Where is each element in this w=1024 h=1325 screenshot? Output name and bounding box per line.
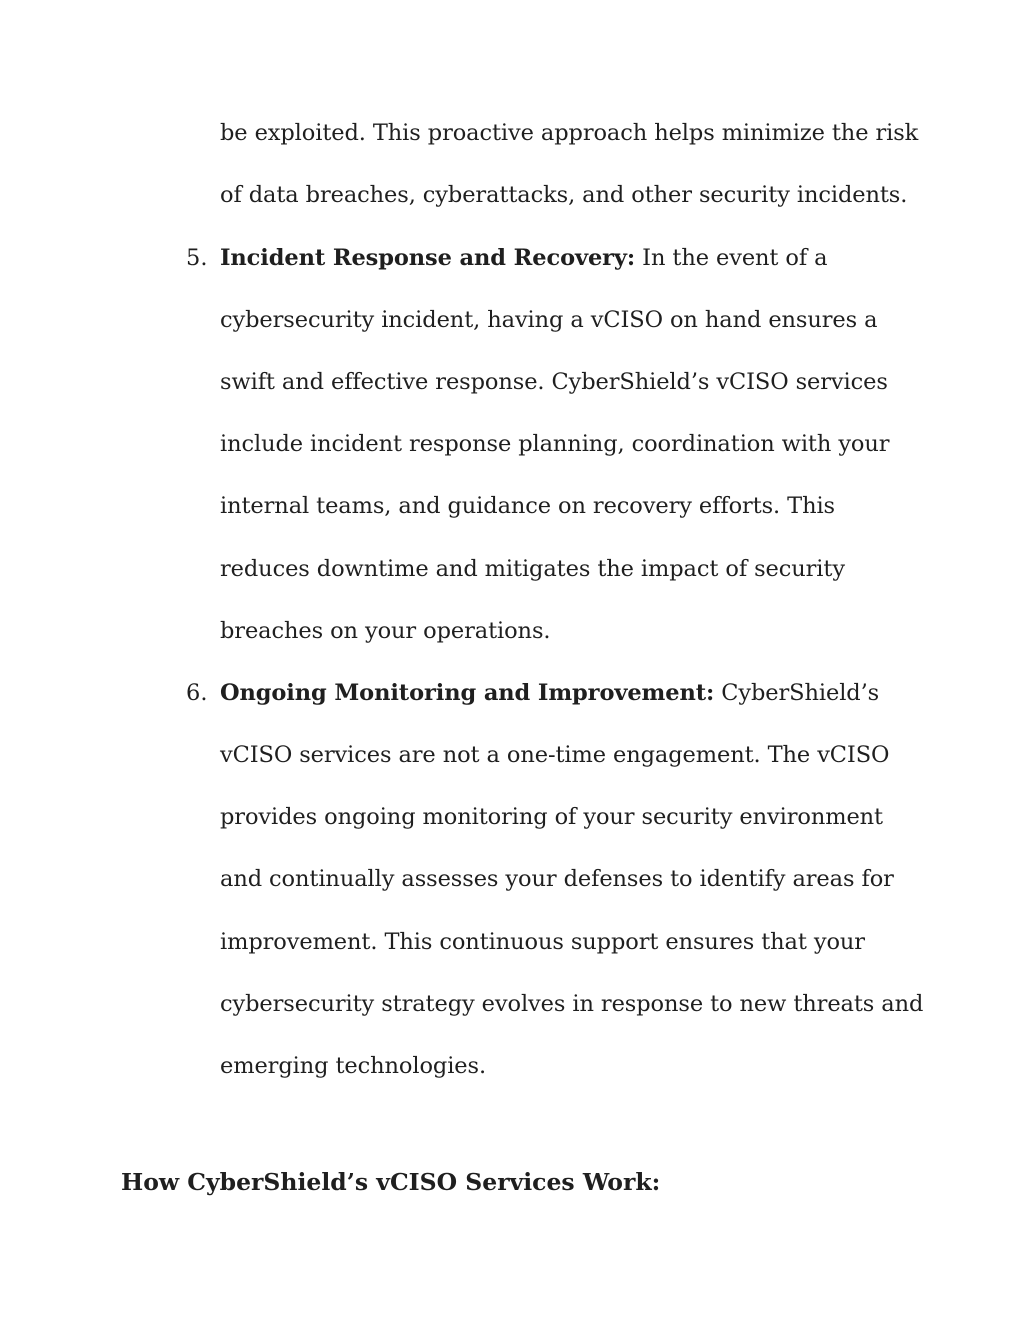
list-number: 6. (186, 680, 208, 706)
paragraph-line: be exploited. This proactive approach helps minimize the risk (220, 120, 919, 146)
paragraph-line: cybersecurity incident, having a vCISO on hand ensures a (220, 307, 878, 333)
list-item-first-line (220, 678, 879, 708)
paragraph-line: include incident response planning, coordination with your (220, 431, 890, 457)
list-item-title: Ongoing Monitoring and Improvement: (220, 680, 715, 706)
paragraph-line: swift and effective response. CyberShield’s vCISO services (220, 369, 888, 395)
paragraph-line: and continually assesses your defenses to identify areas for (220, 866, 894, 892)
paragraph-line: improvement. This continuous support ensures that your (220, 929, 865, 955)
list-number: 5. (186, 245, 208, 271)
paragraph-line: of data breaches, cyberattacks, and other security incidents. (220, 182, 908, 208)
paragraph-line: provides ongoing monitoring of your security environment (220, 804, 883, 830)
paragraph-line: vCISO services are not a one-time engagement. The vCISO (220, 742, 890, 768)
paragraph-line: breaches on your operations. (220, 618, 551, 644)
list-item-text: In the event of a (635, 245, 828, 271)
paragraph-line: internal teams, and guidance on recovery efforts. This (220, 493, 835, 519)
paragraph-line: reduces downtime and mitigates the impact of security (220, 556, 845, 582)
section-heading: How CyberShield’s vCISO Services Work: (121, 1168, 661, 1196)
list-item-title: Incident Response and Recovery: (220, 245, 636, 271)
paragraph-line: cybersecurity strategy evolves in response to new threats and (220, 991, 924, 1017)
list-item-text: CyberShield’s (714, 680, 880, 706)
list-item-first-line (220, 243, 827, 273)
paragraph-line: emerging technologies. (220, 1053, 487, 1079)
